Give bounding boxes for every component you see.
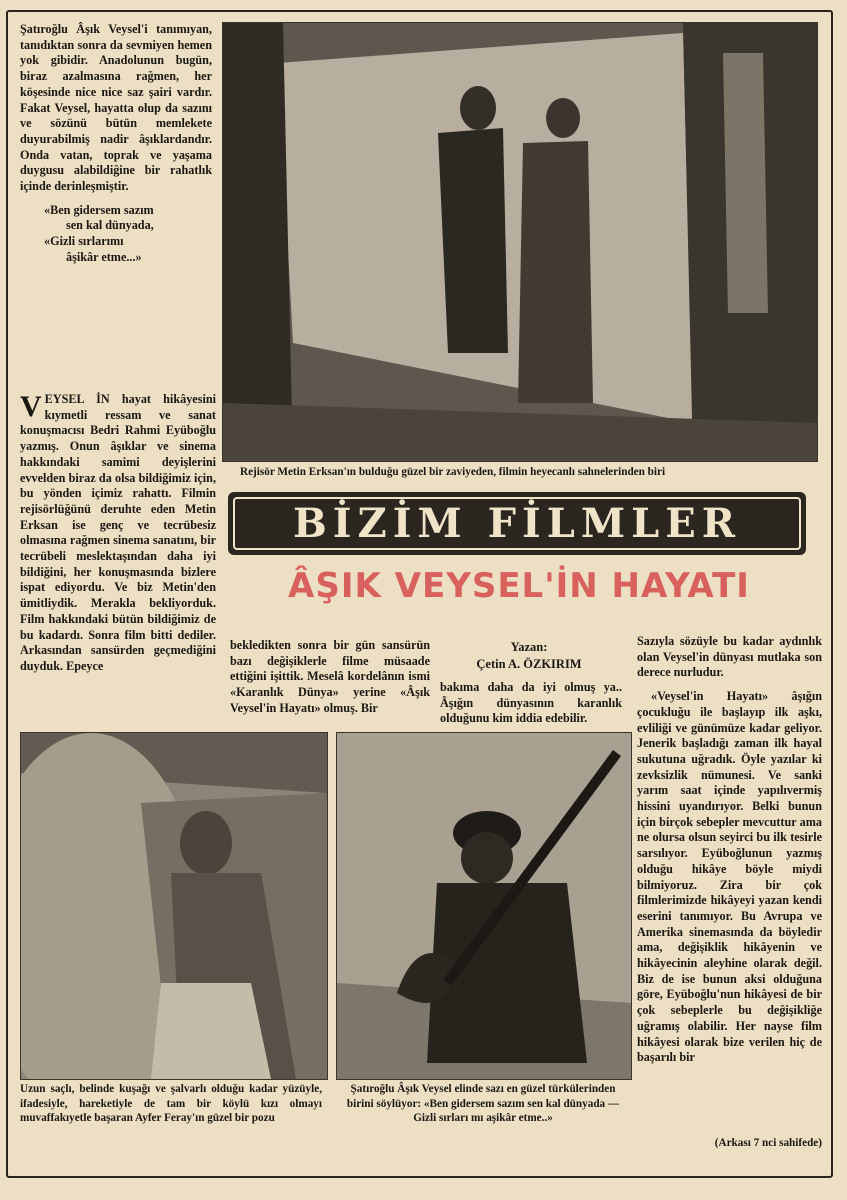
photo-image	[337, 733, 631, 1079]
poem-line: âşikâr etme...»	[66, 249, 142, 264]
section-banner	[228, 492, 806, 555]
caption-bottom-middle: Şatıroğlu Âşık Veysel elinde sazı en güzel türkülerinden birini söylüyor: «Ben gidersem sazım sen kal dünyada — Gizli sırları mı aşikâr etme..»	[346, 1083, 620, 1125]
body-column-3	[440, 680, 622, 727]
intro-column	[20, 22, 212, 266]
poem-line: «Ben gidersem sazım	[44, 202, 154, 217]
byline-label: Yazan:	[510, 640, 548, 654]
photo-image	[223, 23, 817, 461]
body-text: bakıma daha da iyi olmuş ya.. Âşığın dünyasının karanlık olduğunu kim iddia edebilir.	[440, 680, 622, 726]
intro-paragraph: Şatıroğlu Âşık Veysel'i tanımıyan, tanıdıktan sonra da sevmiyen hemen yok gibidir. Anadolunun bugün, biraz azalmasına rağmen, her köşesinde nice nice saz şairi vardır. Fakat Veysel, hayatta olup da sazını ve sözünü bütün memlekete duyurabilmiş nadir âşıklardandır. Onda vatan, toprak ve yaşama duygusu alabildiğine bir rahatlık içinde derinleşmiştir.	[20, 22, 212, 194]
banner-inner-border	[233, 497, 801, 550]
body-text: «Veysel'in Hayatı» âşığın çocukluğu ile başlayıp ilk aşkı, evliliği ve günümüze kadar geliyor. Jenerik başladığı zaman ilk hayal sukutuna uğradık. Öyle yazılar ki zevksizlik nümunesi. Ve sanki yarım saat içinde yapılıvermiş hissini uyandırıyor. Belki bunun için birçok sebepler mevcuttur ama ne olursa olsun seyirci bu ilk tesirle sarsılıyor. Eyüboğlunun yazmış olduğu hikâye böyle miydi bilmiyoruz. Zira bir çok filmlerimizde hikâyeyi yazan kendi eserini tanımıyor. Bu Avrupa ve Amerika sinemasında da böyledir ama, değişiklik hikâyenin ve hikâyecinin aleyhine olarak değil. Biz de ise bunun aksi olduğuna göre, Eyüboğlu'nun hikâyesi de bir çok sebeplerle bu değişikliğe uğramış olabilir. Her nayse film hikâyesi olarak bize verilen hiç de başarılı bir	[637, 689, 822, 1065]
body-column-1	[20, 392, 216, 675]
continued-note: (Arkası 7 nci sahifede)	[714, 1137, 822, 1149]
drop-cap: V	[20, 390, 42, 423]
photo-film-scene	[222, 22, 818, 462]
body-column-2	[230, 638, 430, 717]
photo-asik-veysel	[336, 732, 632, 1080]
poem-line: sen kal dünyada,	[66, 218, 154, 233]
poem-block	[20, 203, 212, 266]
body-text: EYSEL İN hayat hikâyesini kıymetli ressam ve sanat konuşmacısı Bedri Rahmi Eyüboğlu yazmış. Onun âşıklar ve sinema hakkındaki samimi deyişlerini evvelden biraz da olsa bildiğimiz için, bu yönden içimiz rahattı. Filmin rejisörlüğünü deruhte eden Metin Erksan ise genç ve tecrübesiz olmasına rağmen sinema sanatını, bir tecrübeli meslektaşından daha iyi bildiğini, her konuşmasında bizlere ispat ediyordu. Ve biz Metin'den ümitliydik. Merakla bekliyorduk. Film hakkındaki bütün bildiğimiz de bu kadardı. Sonra film bitti dediler. Arkasından sansürden geçmediğini duyduk. Epeyce	[20, 392, 216, 673]
byline-author: Çetin A. ÖZKIRIM	[476, 657, 582, 671]
body-column-4	[637, 634, 822, 1066]
banner-title: BİZİM FİLMLER	[293, 500, 741, 547]
photo-ayfer-feray	[20, 732, 328, 1080]
body-text: Sazıyla sözüyle bu kadar aydınlık olan Veysel'in dünyası mutlaka son derece nurludur.	[637, 634, 822, 680]
poem-line: «Gizli sırlarımı	[44, 234, 124, 249]
body-text: bekledikten sonra bir gün sansürün bazı değişiklerle filme müsaade ettiğini işittik. Meselâ kordelânın ismi «Karanlık Dünya» yerine «Âşık Veysel'in Hayatı» olmuş. Bir	[230, 638, 430, 715]
caption-top-photo: Rejisör Metin Erksan'ın bulduğu güzel bir zaviyeden, filmin heyecanlı sahnelerinden biri	[240, 466, 666, 478]
caption-bottom-left: Uzun saçlı, belinde kuşağı ve şalvarlı olduğu kadar yüzüyle, ifadesiyle, hareketiyle de tam bir köylü kızı olmayı muvaffakıyetle başaran Ayfer Feray'ın güzel bir pozu	[20, 1083, 322, 1125]
byline	[440, 640, 618, 672]
article-headline: ÂŞIK VEYSEL'İN HAYATI	[288, 566, 750, 606]
photo-image	[21, 733, 327, 1079]
